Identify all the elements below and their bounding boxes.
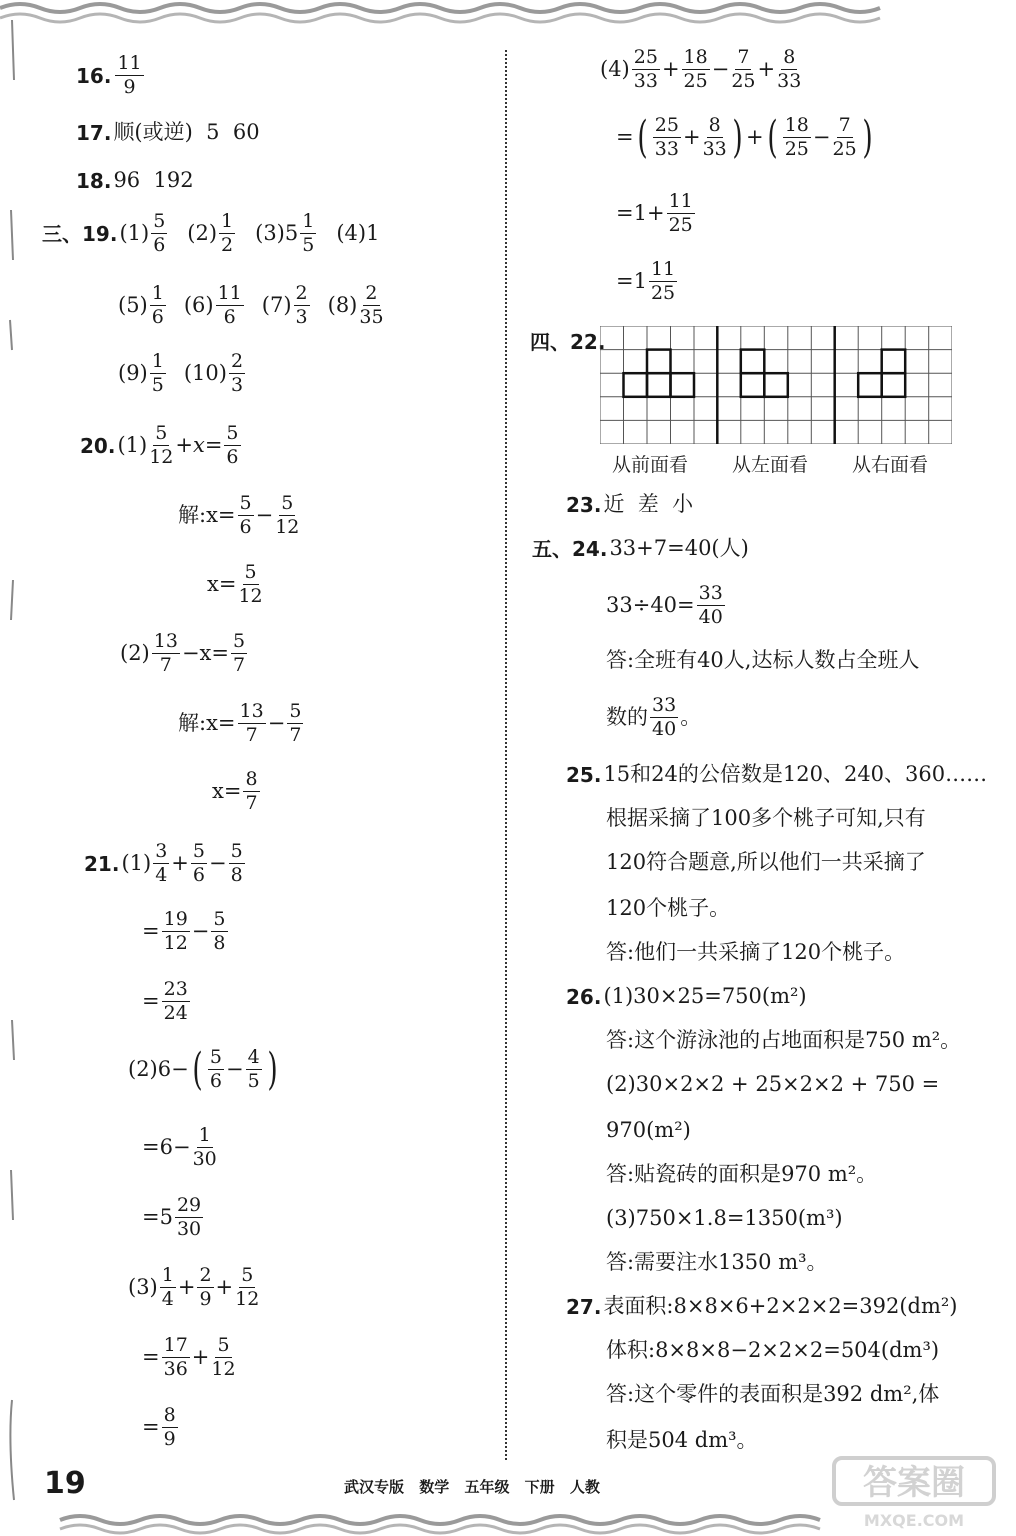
answer-21-c3: = $\frac{8}{9}$ [142, 1404, 176, 1450]
answer-21-4-l2: = ( $\frac{25}{33}$ + $\frac{8}{33}$ ) + ( $\frac{18}{25}$ − $\frac{7}{25}$ ) [616, 112, 873, 164]
answer-27-l1: 27. 表面积:8×8×6+2×2×2=392(dm²) [566, 1294, 958, 1319]
view-label-left: 从左面看 [732, 454, 809, 476]
answer-27-l2: 体积:8×8×8−2×2×2=504(dm³) [606, 1338, 940, 1362]
top-wave-border [0, 0, 1016, 40]
answer-17: 17. 顺(或逆) 5 60 [76, 120, 260, 145]
answer-20-p1: 20. (1) $\frac{5}{12}$ +x= $\frac{5}{6}$ [80, 422, 239, 468]
answer-20-s1b: x= $\frac{5}{12}$ [207, 561, 263, 607]
answer-26-l6: (3)750×1.8=1350(m³) [606, 1206, 843, 1230]
answer-21-b1: (2)6− ( $\frac{5}{6}$ − $\frac{4}{5}$ ) [128, 1044, 278, 1096]
left-margin-marks [8, 20, 22, 1510]
answer-21-4-l3: =1+ $\frac{11}{25}$ [616, 190, 693, 236]
answer-25-l2: 根据采摘了100多个桃子可知,只有 [606, 806, 926, 830]
answer-21-4-l4: =1 $\frac{11}{25}$ [616, 258, 676, 304]
answer-20-s1: 解:x= $\frac{5}{6}$ − $\frac{5}{12}$ [178, 492, 300, 538]
answer-26-l1: 26. (1)30×25=750(m²) [566, 984, 807, 1009]
footer-book-info: 武汉专版 数学 五年级 下册 人教 [344, 1478, 600, 1496]
answer-24-l1: 五、 24. 33+7=40(人) [532, 536, 749, 561]
answer-18: 18. 96 192 [76, 168, 194, 193]
answer-27-l4: 积是504 dm³。 [606, 1428, 758, 1452]
answer-23: 23. 近 差 小 [566, 492, 694, 517]
fraction: $\frac{11}{9}$ [117, 52, 142, 98]
answer-21-c2: = $\frac{17}{36}$ + $\frac{5}{12}$ [142, 1334, 236, 1380]
answer-19-row3: (9) $\frac{1}{5}$ (10) $\frac{2}{3}$ [118, 350, 244, 396]
answer-25-l3: 120符合题意,所以他们一共采摘了 [606, 850, 926, 874]
answer-20-s2b: x= $\frac{8}{7}$ [212, 768, 258, 814]
answer-26-l3: (2)30×2×2 + 25×2×2 + 750 = [606, 1072, 940, 1096]
answer-26-l4: 970(m²) [606, 1118, 691, 1142]
answer-25-l4: 120个桃子。 [606, 896, 731, 920]
answer-24-l4: 数的 $\frac{33}{40}$ 。 [606, 694, 702, 740]
answer-24-l3: 答:全班有40人,达标人数占全班人 [606, 648, 920, 672]
answer-21-4-l1: (4) $\frac{25}{33}$ + $\frac{18}{25}$ − $\frac{7}{25}$ + $\frac{8}{33}$ [600, 46, 802, 92]
svg-text:MXQE.COM: MXQE.COM [863, 1511, 965, 1530]
answer-21-a3: = $\frac{23}{24}$ [142, 978, 188, 1024]
watermark-logo [830, 1452, 1000, 1532]
column-divider [505, 50, 507, 1460]
answer-25-l5: 答:他们一共采摘了120个桃子。 [606, 940, 906, 964]
answer-19-row1: 三、 19. (1) $\frac{5}{6}$ (2) $\frac{1}{2}$ (3)5 $\frac{1}{5}$ (4)1 [42, 210, 380, 256]
answer-19-row2: (5) $\frac{1}{6}$ (6) $\frac{11}{6}$ (7) $\frac{2}{3}$ (8) $\frac{2}{35}$ [118, 282, 384, 328]
view-label-front: 从前面看 [612, 454, 689, 476]
answer-25-l1: 25. 15和24的公倍数是120、240、360…… [566, 762, 988, 787]
answer-24-l2: 33÷40= $\frac{33}{40}$ [606, 582, 723, 628]
answer-27-l3: 答:这个零件的表面积是392 dm²,体 [606, 1382, 940, 1406]
answer-20-s2: 解:x= $\frac{13}{7}$ − $\frac{5}{7}$ [178, 700, 302, 746]
answer-26-l7: 答:需要注水1350 m³。 [606, 1250, 828, 1274]
svg-text:答案圈: 答案圈 [863, 1463, 965, 1503]
answer-20-p2: (2) $\frac{13}{7}$ −x= $\frac{5}{7}$ [120, 630, 246, 676]
answer-26-l2: 答:这个游泳池的占地面积是750 m²。 [606, 1028, 962, 1052]
answer-26-l5: 答:贴瓷砖的面积是970 m²。 [606, 1162, 878, 1186]
view-label-right: 从右面看 [852, 454, 929, 476]
answer-21-a2: = $\frac{19}{12}$ − $\frac{5}{8}$ [142, 908, 226, 954]
answer-22-label: 四、 22. [530, 330, 606, 354]
answer-21-b3: =5 $\frac{29}{30}$ [142, 1194, 202, 1240]
answer-16: 16. $\frac{11}{9}$ [76, 52, 142, 98]
three-views-grid [600, 326, 952, 444]
answer-21-a1: 21. (1) $\frac{3}{4}$ + $\frac{5}{6}$ − $\frac{5}{8}$ [84, 840, 243, 886]
answer-21-b2: =6− $\frac{1}{30}$ [142, 1124, 217, 1170]
page-number: 19 [44, 1466, 86, 1501]
answer-21-c1: (3) $\frac{1}{4}$ + $\frac{2}{9}$ + $\frac{5}{12}$ [128, 1264, 260, 1310]
